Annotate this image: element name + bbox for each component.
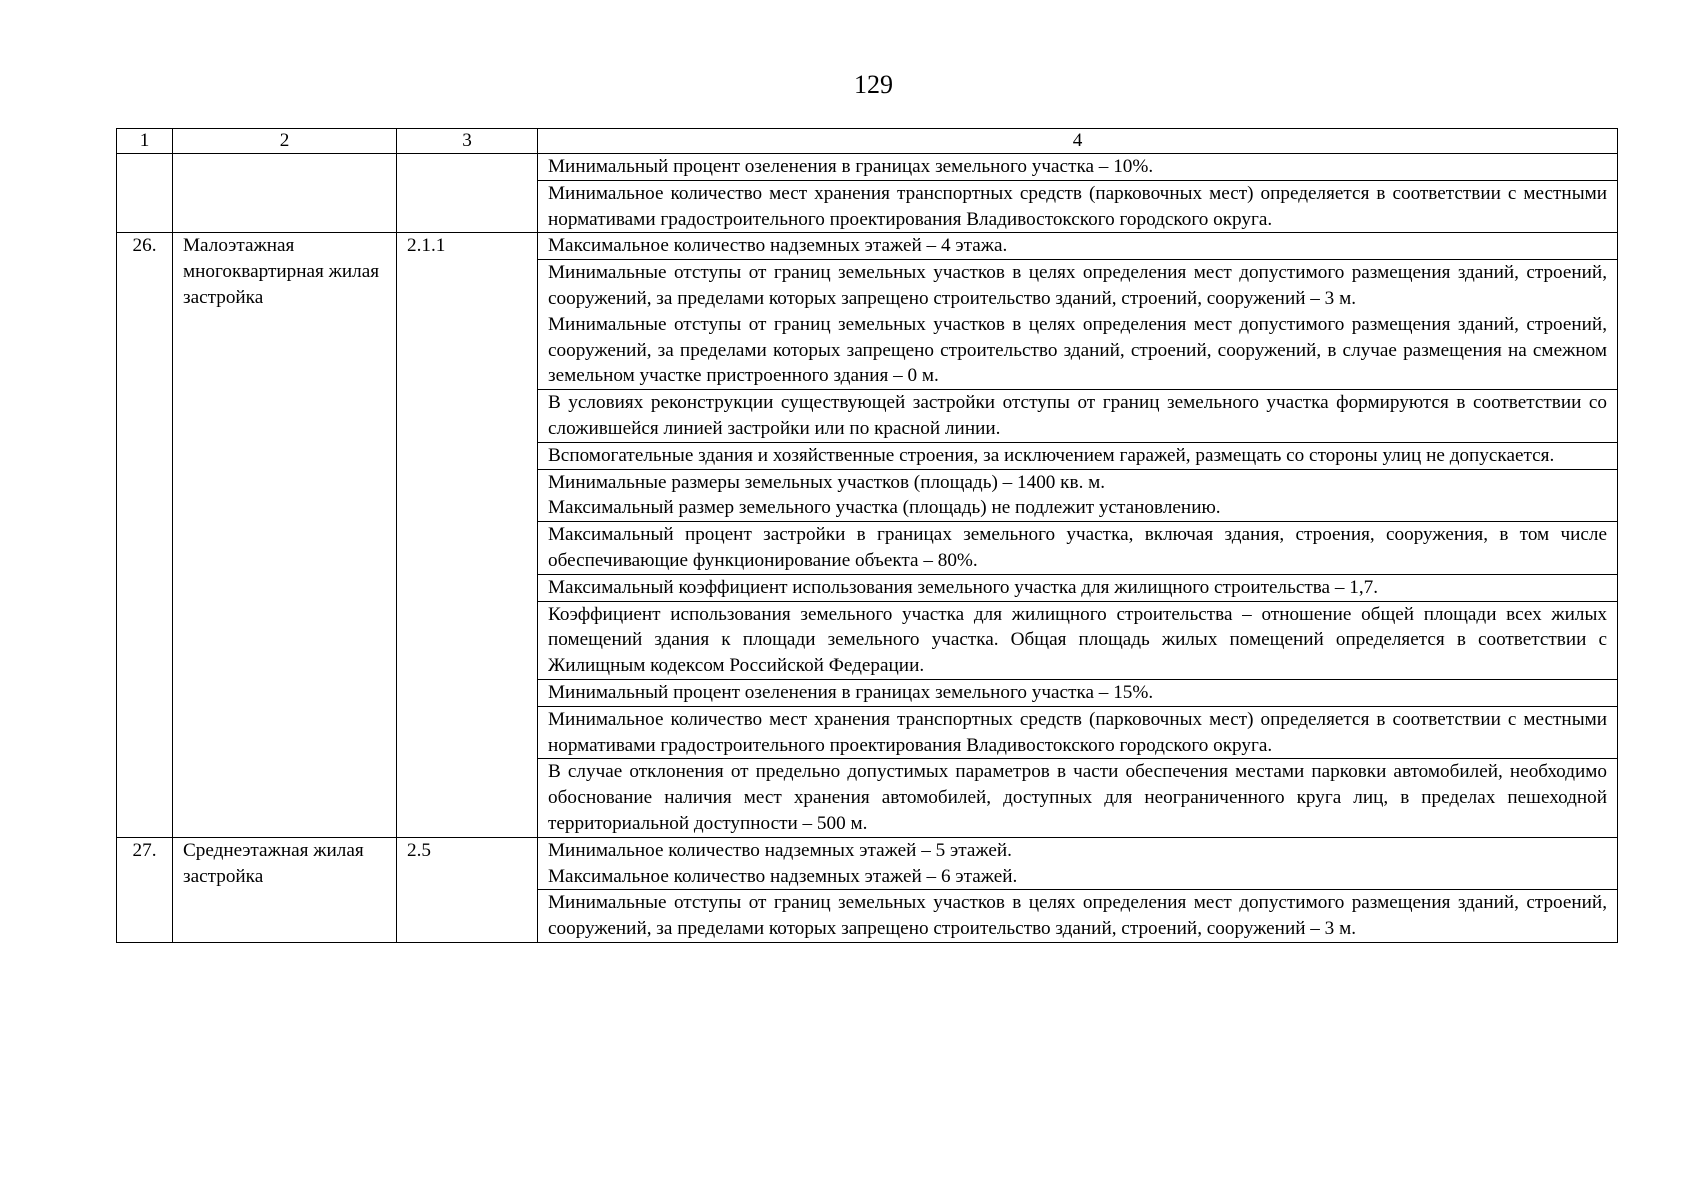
zone-name-cell: Малоэтажная многоквартирная жилая застройка	[173, 233, 397, 837]
parameter-text: Минимальные размеры земельных участков (площадь) – 1400 кв. м.	[548, 471, 1106, 493]
table-row	[117, 837, 1618, 890]
parameter-cell	[538, 469, 1618, 522]
parameter-text: Максимальное количество надземных этажей – 6 этажей.	[548, 865, 1018, 887]
parameter-text: Минимальные отступы от границ земельных участков в целях определения мест допустимого размещения зданий, строений, сооружений, за пределами которых запрещено строительство зданий, строений, сооружений, в случае размещения на смежном земельном участке пристроенного здания – 0 м.	[548, 313, 1607, 387]
column-header-2: 2	[173, 129, 397, 154]
parameter-cell	[538, 442, 1618, 469]
parameter-text: Вспомогательные здания и хозяйственные строения, за исключением гаражей, размещать со стороны улиц не допускается.	[548, 444, 1555, 466]
zone-name-cell: Среднеэтажная жилая застройка	[173, 837, 397, 942]
parameter-text: Минимальное количество мест хранения транспортных средств (парковочных мест) определяется в соответствии с местными нормативами градостроительного проектирования Владивостокского городского округа.	[548, 182, 1607, 230]
zone-code-cell	[397, 154, 538, 233]
parameter-cell	[538, 522, 1618, 575]
row-number-cell: 27.	[117, 837, 173, 942]
parameter-cell	[538, 706, 1618, 759]
row-number-cell	[117, 154, 173, 233]
parameter-cell	[538, 890, 1618, 943]
parameter-text: Коэффициент использования земельного участка для жилищного строительства – отношение общей площади всех жилых помещений здания к площади земельного участка. Общая площадь жилых помещений определяется в соответствии с Жилищным кодексом Российской Федерации.	[548, 603, 1607, 677]
parameter-text: В случае отклонения от предельно допустимых параметров в части обеспечения местами парковки автомобилей, необходимо обоснование наличия мест хранения автомобилей, доступных для неограниченного круга лиц, в пределах пешеходной территориальной доступности – 500 м.	[548, 761, 1607, 834]
parameter-text: Минимальные отступы от границ земельных участков в целях определения мест допустимого размещения зданий, строений, сооружений, за пределами которых запрещено строительство зданий, строений, сооружений – 3 м.	[548, 892, 1607, 940]
parameter-cell	[538, 233, 1618, 260]
parameter-cell	[538, 180, 1618, 233]
parameter-text: Максимальный коэффициент использования земельного участка для жилищного строительства – 1,7.	[548, 576, 1379, 598]
parameter-cell	[538, 260, 1618, 390]
parameter-cell	[538, 759, 1618, 837]
parameter-text: Максимальный процент застройки в границах земельного участка, включая здания, строения, сооружения, в том числе обеспечивающие функционирование объекта – 80%.	[548, 524, 1607, 571]
parameter-cell	[538, 837, 1618, 890]
parameter-cell	[538, 679, 1618, 706]
parameter-text: Минимальный процент озеленения в границах земельного участка – 15%.	[548, 681, 1154, 703]
parameter-text: В условиях реконструкции существующей застройки отступы от границ земельного участка формируются в соответствии со сложившейся линией застройки или по красной линии.	[548, 392, 1607, 439]
column-header-3: 3	[397, 129, 538, 154]
regulations-table	[116, 128, 1618, 943]
parameter-text: Минимальное количество надземных этажей – 5 этажей.	[548, 839, 1012, 861]
column-header-1: 1	[117, 129, 173, 154]
zone-name-cell	[173, 154, 397, 233]
parameter-cell	[538, 154, 1618, 181]
parameter-text: Максимальное количество надземных этажей – 4 этажа.	[548, 235, 1008, 257]
parameter-cell	[538, 390, 1618, 443]
parameter-text: Максимальный размер земельного участка (площадь) не подлежит установлению.	[548, 497, 1221, 519]
column-header-4: 4	[538, 129, 1618, 154]
zone-code-cell: 2.1.1	[397, 233, 538, 837]
parameter-text: Минимальный процент озеленения в границах земельного участка – 10%.	[548, 156, 1154, 177]
parameter-cell	[538, 574, 1618, 601]
parameter-text: Минимальные отступы от границ земельных участков в целях определения мест допустимого размещения зданий, строений, сооружений, за пределами которых запрещено строительство зданий, строений, сооружений – 3 м.	[548, 262, 1607, 309]
page-number: 129	[854, 70, 893, 99]
row-number-cell: 26.	[117, 233, 173, 837]
table-row	[117, 154, 1618, 181]
zone-code-cell: 2.5	[397, 837, 538, 942]
table-row	[117, 233, 1618, 260]
parameter-text: Минимальное количество мест хранения транспортных средств (парковочных мест) определяется в соответствии с местными нормативами градостроительного проектирования Владивостокского городского округа.	[548, 708, 1607, 756]
parameter-cell	[538, 601, 1618, 679]
column-number-row	[117, 129, 1618, 154]
